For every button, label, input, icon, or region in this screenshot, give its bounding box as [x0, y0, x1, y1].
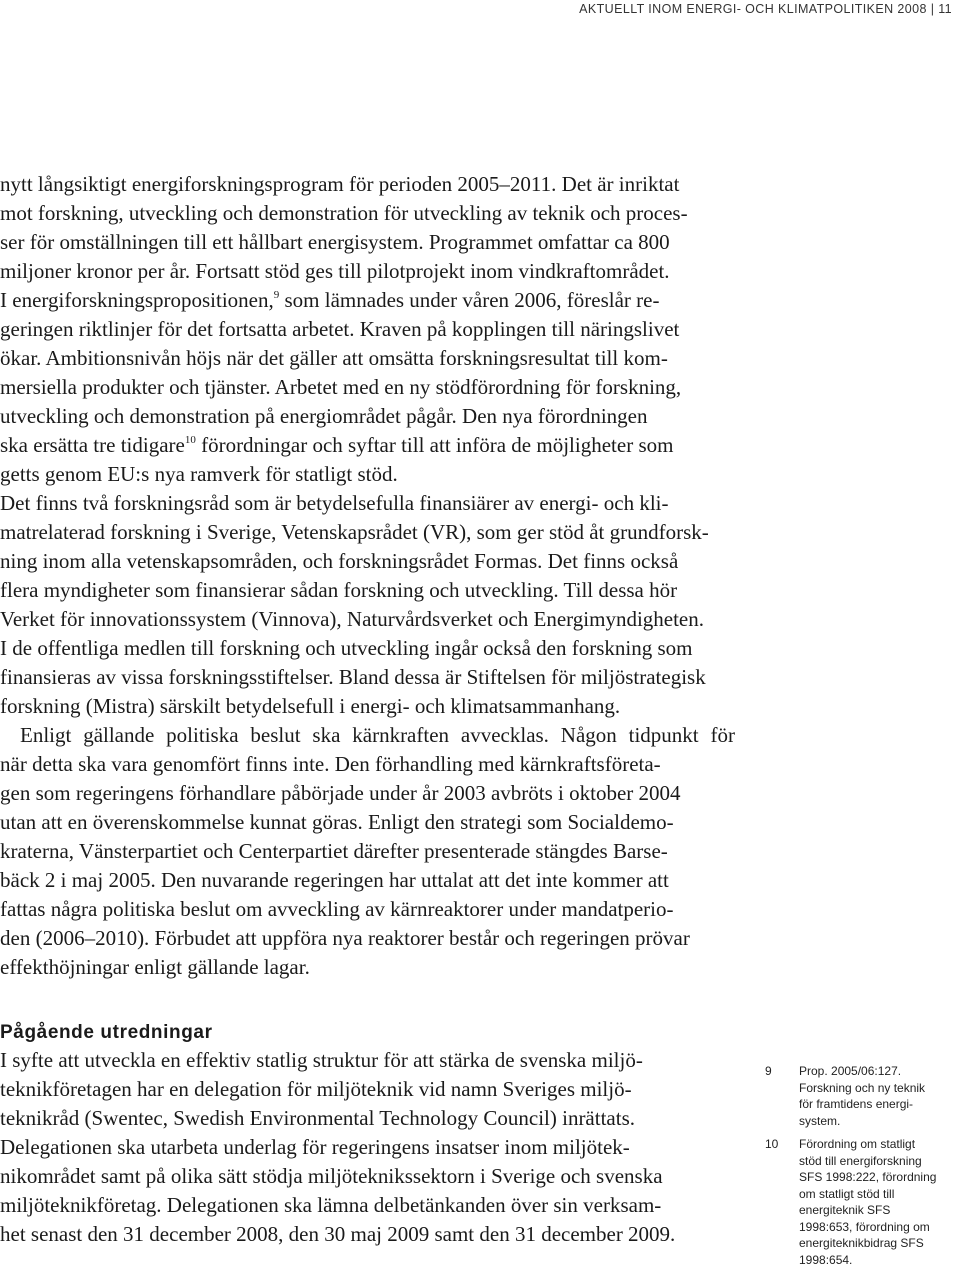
- body-line: Enligt gällande politiska beslut ska kärnkraften avvecklas. Någon tidpunkt för: [20, 723, 735, 747]
- body-line: när detta ska vara genomfört finns inte. Den förhandling med kärnkraftsföreta-: [0, 752, 661, 776]
- body-line: Det finns två forskningsråd som är betydelsefulla finansiärer av energi- och kli-: [0, 491, 669, 515]
- footnote-number: 10: [765, 1137, 779, 1151]
- body-line: ning inom alla vetenskapsområden, och forskningsrådet Formas. Det finns också: [0, 549, 679, 573]
- body-line: finansieras av vissa forskningsstiftelser. Bland dessa är Stiftelsen för miljöstrategisk: [0, 665, 706, 689]
- body-line-with-footnote-9: [0, 286, 659, 314]
- body-line: I de offentliga medlen till forskning och utveckling ingår också den forskning som: [0, 636, 693, 660]
- body-line: nytt långsiktigt energiforskningsprogram för perioden 2005–2011. Det är inriktat: [0, 172, 680, 196]
- section-line: teknikföretagen har en delegation för miljöteknik vid namn Sveriges miljö-: [0, 1077, 632, 1101]
- footnote-ref-10: 10: [184, 434, 196, 446]
- body-line-with-footnote-10: [0, 431, 673, 459]
- footnote-ref-9: 9: [273, 289, 280, 301]
- body-line: utveckling och demonstration på energiområdet pågår. Den nya förordningen: [0, 404, 648, 428]
- body-line: matrelaterad forskning i Sverige, Vetenskapsrådet (VR), som ger stöd åt grundforsk-: [0, 520, 709, 544]
- section-line: nikområdet samt på olika sätt stödja miljöteknikssektorn i Sverige och svenska: [0, 1164, 663, 1188]
- body-line: miljoner kronor per år. Fortsatt stöd ges till pilotprojekt inom vindkraftområdet.: [0, 259, 670, 283]
- section-line: Delegationen ska utarbeta underlag för regeringens insatser inom miljötek-: [0, 1135, 630, 1159]
- section-line: teknikråd (Swentec, Swedish Environmental Technology Council) inrättats.: [0, 1106, 636, 1130]
- body-line-part: som lämnades under våren 2006, föreslår re-: [284, 288, 660, 312]
- section-line: het senast den 31 december 2008, den 30 maj 2009 samt den 31 december 2009.: [0, 1222, 676, 1246]
- body-line: Verket för innovationssystem (Vinnova), Naturvårdsverket och Energimyndigheten.: [0, 607, 705, 631]
- body-line: mot forskning, utveckling och demonstration för utveckling av teknik och proces-: [0, 201, 688, 225]
- body-line: forskning (Mistra) särskilt betydelsefull i energi- och klimatsammanhang.: [0, 694, 621, 718]
- body-line: kraterna, Vänsterpartiet och Centerpartiet därefter presenterade stängdes Barse-: [0, 839, 668, 863]
- body-line-part: förordningar och syftar till att införa de möjligheter som: [201, 433, 674, 457]
- body-line: den (2006–2010). Förbudet att uppföra nya reaktorer består och regeringen prövar: [0, 926, 690, 950]
- body-line: effekthöjningar enligt gällande lagar.: [0, 955, 310, 979]
- body-line: geringen riktlinjer för det fortsatta arbetet. Kraven på kopplingen till näringslivet: [0, 317, 680, 341]
- body-line-part: I energiforskningspropositionen,: [0, 288, 274, 312]
- body-line: gen som regeringens förhandlare påbörjade under år 2003 avbröts i oktober 2004: [0, 781, 681, 805]
- body-line: ökar. Ambitionsnivån höjs när det gäller att omsätta forskningsresultat till kom-: [0, 346, 668, 370]
- section-line: miljöteknikföretag. Delegationen ska lämna delbetänkanden över sin verksam-: [0, 1193, 662, 1217]
- footnote-text: Förordning om statligt stöd till energiforskning SFS 1998:222, förordning om statligt stöd till energiteknik SFS 1998:653, förordning om energiteknikbidrag SFS 1998:654.: [799, 1137, 937, 1267]
- body-line: ser för omställningen till ett hållbart energisystem. Programmet omfattar ca 800: [0, 230, 670, 254]
- body-line: utan att en överenskommelse kunnat göras. Enligt den strategi som Socialdemo-: [0, 810, 674, 834]
- body-line: mersiella produkter och tjänster. Arbetet med en ny stödförordning för forskning,: [0, 375, 682, 399]
- footnote-text: Prop. 2005/06:127. Forskning och ny teknik för framtidens energi- system.: [799, 1064, 926, 1128]
- body-line: bäck 2 i maj 2005. Den nuvarande regeringen har uttalat att det inte kommer att: [0, 868, 669, 892]
- body-line: getts genom EU:s nya ramverk för statligt stöd.: [0, 462, 398, 486]
- footnote-number: 9: [765, 1064, 772, 1078]
- body-line: fattas några politiska beslut om avveckling av kärnreaktorer under mandatperio-: [0, 897, 674, 921]
- section-heading: Pågående utredningar: [0, 1022, 213, 1043]
- body-line: flera myndigheter som finansierar sådan forskning och utveckling. Till dessa hör: [0, 578, 678, 602]
- running-title: AKTUELLT INOM ENERGI- OCH KLIMATPOLITIKEN 2008 | 11: [579, 2, 952, 16]
- body-line-part: ska ersätta tre tidigare: [0, 433, 185, 457]
- section-line: I syfte att utveckla en effektiv statlig struktur för att stärka de svenska miljö-: [0, 1048, 643, 1072]
